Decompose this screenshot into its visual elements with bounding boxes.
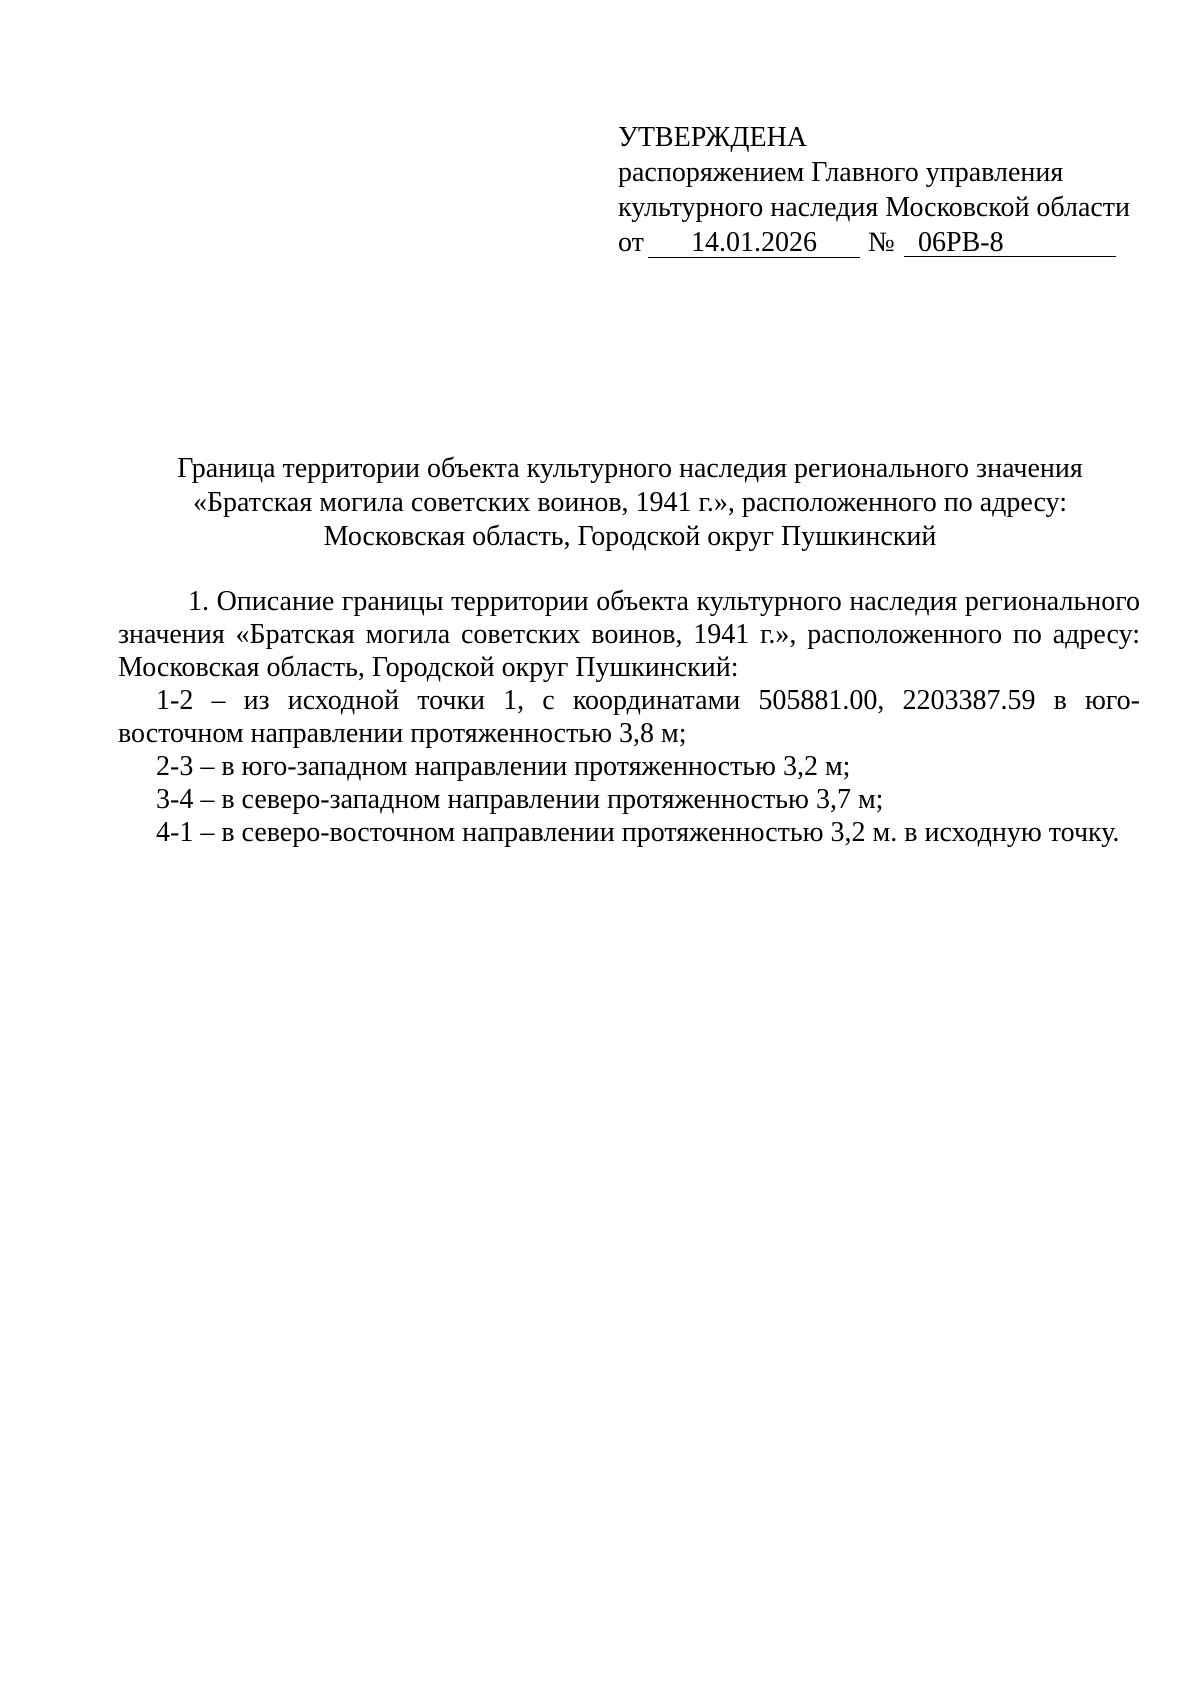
- approval-heading: УТВЕРЖДЕНА: [618, 122, 808, 153]
- date-label: от: [618, 227, 644, 258]
- approval-authority-line-2: культурного наследия Московской области: [618, 192, 1131, 223]
- document-title: [90, 452, 1170, 554]
- boundary-segment-3-4: 3-4 – в северо-западном направлении протяженностью 3,7 м;: [156, 784, 884, 815]
- approval-authority-line-1: распоряжением Главного управления: [618, 157, 1064, 188]
- boundary-segment-1-2: 1-2 – из исходной точки 1, с координатами 505881.00, 2203387.59 в юго-восточном направлении протяженностью 3,8 м;: [118, 685, 1140, 749]
- approval-date: 14.01.2026: [648, 225, 860, 258]
- approval-number: 06РВ-8: [904, 225, 1116, 257]
- title-line-2: «Братская могила советских воинов, 1941 г.», расположенного по адресу:: [192, 487, 1068, 518]
- boundary-segment-2-3: 2-3 – в юго-западном направлении протяженностью 3,2 м;: [156, 751, 851, 782]
- title-line-1: Граница территории объекта культурного наследия регионального значения: [177, 453, 1083, 484]
- boundary-segment-4-1: 4-1 – в северо-восточном направлении протяженностью 3,2 м. в исходную точку.: [156, 817, 1120, 848]
- title-line-3: Московская область, Городской округ Пушкинский: [323, 521, 937, 552]
- boundary-description: [118, 585, 1140, 849]
- approval-stamp-block: [618, 120, 1138, 260]
- number-label: №: [868, 227, 895, 258]
- approval-date-number-line: [618, 225, 1138, 260]
- description-intro: 1. Описание границы территории объекта культурного наследия регионального значения «Братская могила советских воинов, 1941 г.», расположенного по адресу: Московская область, Городской округ Пушкинский:: [118, 586, 1140, 683]
